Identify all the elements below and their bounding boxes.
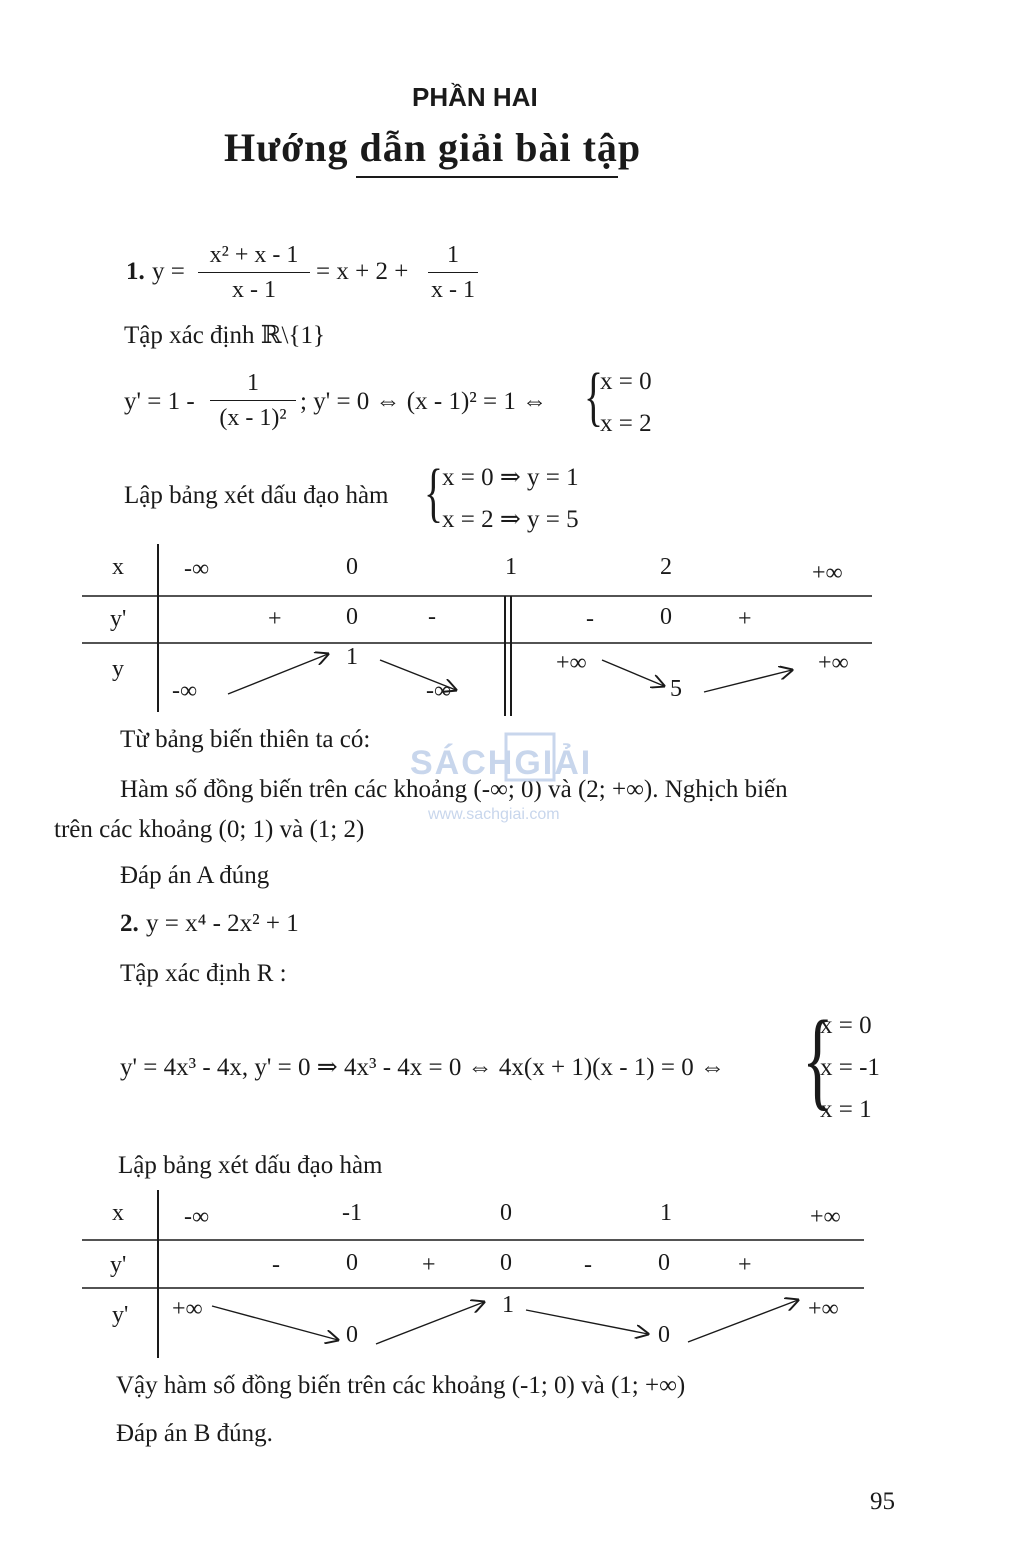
t2-x-2: 0 [500,1200,512,1226]
ex1-y-eq: y = [152,258,185,285]
fraction-numerator: 1 [247,370,259,396]
t2-label-x: x [112,1200,124,1226]
ex2-label: 2. [120,910,139,937]
t2-x-3: 1 [660,1200,672,1226]
arrow-up [704,670,792,692]
part-heading: PHẦN HAI [412,82,538,112]
ex2-domain: Tập xác định R : [120,960,287,987]
ex1-conclusion-2: trên các khoảng (0; 1) và (1; 2) [54,816,365,843]
arrow-down [212,1306,338,1340]
t1-d-4: 0 [660,604,672,630]
t1-label-y: y [112,656,124,682]
t1-y-4: 5 [670,676,682,702]
ex1-answer: Đáp án A đúng [120,862,270,889]
variation-table-1 [82,544,872,716]
arrow-up [228,654,328,694]
t2-d-4: - [584,1252,592,1278]
page-title: Hướng dẫn giải bài tập [224,125,642,170]
ex1-conclusion-1: Hàm số đồng biến trên các khoảng (-∞; 0) và (2; +∞). Nghịch biến [120,776,788,803]
t1-y-0: -∞ [172,678,198,704]
t2-x-1: -1 [342,1200,362,1226]
ex1-point-1: x = 0 ⇒ y = 1 [442,464,579,491]
arrow-up [376,1302,484,1344]
ex1-deriv-b: ; y' = 0 ⇔ (x - 1)² = 1 ⇔ [300,388,548,415]
ex1-sol-1: x = 0 [600,368,652,395]
ex2-table-intro: Lập bảng xét dấu đạo hàm [118,1152,383,1179]
ex1-table-intro: Lập bảng xét dấu đạo hàm [124,482,389,509]
ex2-sol-2: x = -1 [820,1054,880,1081]
t2-x-4: +∞ [810,1204,841,1230]
watermark-frame [506,734,554,780]
ex1-point-2: x = 2 ⇒ y = 5 [442,506,579,533]
t1-d-5: + [738,606,752,632]
ex1-deriv-a: y' = 1 - [124,388,195,415]
t1-y-3: +∞ [556,650,587,676]
ex2-function: y = x⁴ - 2x² + 1 [146,910,299,937]
fraction-denominator: (x - 1)² [219,405,287,431]
ex2-derivative: y' = 4x³ - 4x, y' = 0 ⇒ 4x³ - 4x = 0 ⇔ 4x(x + 1)(x - 1) = 0 ⇔ [120,1054,725,1081]
fraction-numerator: x² + x - 1 [209,242,299,268]
t1-x-2: 1 [505,554,517,580]
arrow-down [602,660,664,686]
t1-d-1: 0 [346,604,358,630]
t2-y-2: 1 [502,1292,514,1318]
t1-label-x: x [112,554,124,580]
arrow-up [688,1300,798,1342]
t1-d-2: - [428,604,436,630]
watermark-url: www.sachgiai.com [428,806,560,823]
t2-y-3: 0 [658,1322,670,1348]
t1-x-4: +∞ [812,560,843,586]
t1-x-0: -∞ [184,556,210,582]
variation-table-2 [82,1190,864,1358]
t1-y-1: 1 [346,644,358,670]
t1-x-3: 2 [660,554,672,580]
t1-label-dy: y' [110,606,127,632]
t1-y-2: -∞ [426,678,452,704]
t2-d-5: 0 [658,1250,670,1276]
t2-y-1: 0 [346,1322,358,1348]
t2-label-dy: y' [110,1252,127,1278]
t2-d-6: + [738,1252,752,1278]
system-brace: { [424,456,444,529]
t1-y-5: +∞ [818,650,849,676]
t2-d-2: + [422,1252,436,1278]
t2-y-4: +∞ [808,1296,839,1322]
t2-x-0: -∞ [184,1204,210,1230]
system-brace: { [802,998,834,1120]
page-number: 95 [870,1488,895,1515]
ex1-label: 1. [126,258,145,285]
t2-d-1: 0 [346,1250,358,1276]
ex2-sol-3: x = 1 [820,1096,872,1123]
arrow-down [526,1310,648,1334]
t2-y-0: +∞ [172,1296,203,1322]
ex1-domain: Tập xác định ℝ\{1} [124,322,325,349]
ex1-mid: = x + 2 + [316,258,409,285]
t2-d-0: - [272,1252,280,1278]
fraction-denominator: x - 1 [232,277,276,303]
t2-label-y: y' [112,1302,129,1328]
ex1-sol-2: x = 2 [600,410,652,437]
t1-x-1: 0 [346,554,358,580]
fraction-numerator: 1 [447,242,459,268]
ex1-from-table: Từ bảng biến thiên ta có: [120,726,371,753]
t2-d-3: 0 [500,1250,512,1276]
arrow-down [380,660,456,690]
ex2-sol-1: x = 0 [820,1012,872,1039]
ex2-conclusion: Vậy hàm số đồng biến trên các khoảng (-1; 0) và (1; +∞) [116,1372,686,1399]
fraction-denominator: x - 1 [431,277,475,303]
ex2-answer: Đáp án B đúng. [116,1420,273,1447]
t1-d-3: - [586,606,594,632]
system-brace: { [584,360,604,433]
watermark-brand: SÁCHGIẢI [410,744,593,782]
t1-d-0: + [268,606,282,632]
